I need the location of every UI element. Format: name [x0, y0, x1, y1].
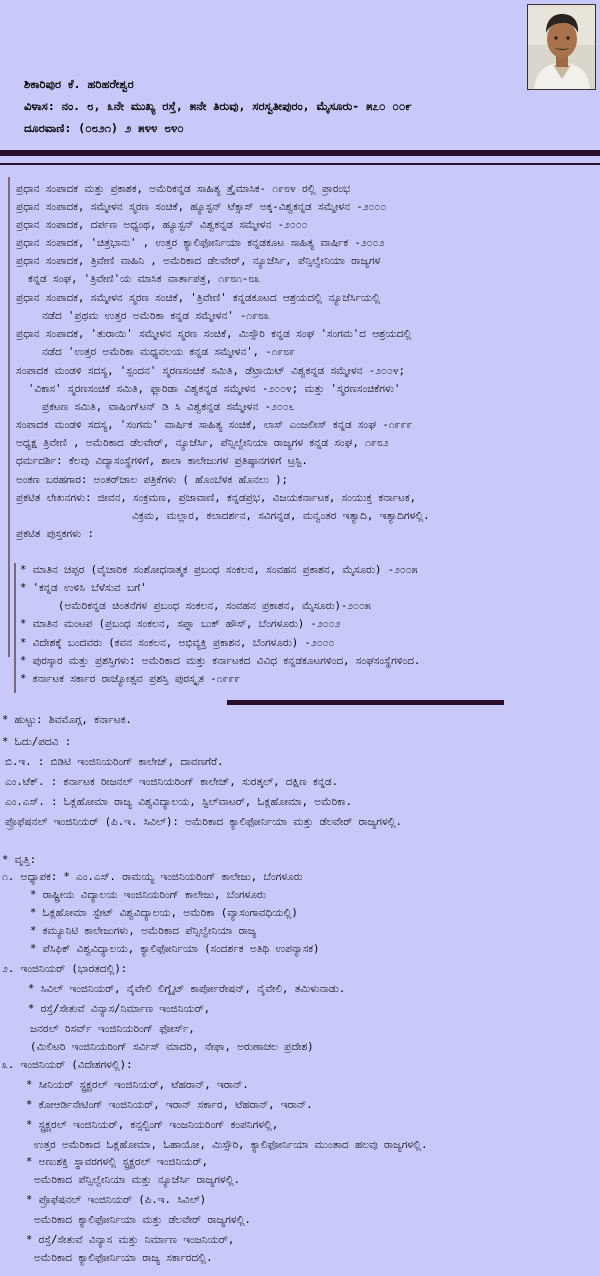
books-section: [14, 563, 594, 693]
author-phone: ದೂರವಾಣಿ: (೦೮೨೧) ೨ ೫೪೪ ೮೪೦: [24, 121, 184, 135]
editorial-line: ಪ್ರಧಾನ ಸಂಪಾದಕ, 'ತುರಾಯಿ' ಸಮ್ಮೇಳನ ಸ್ಮರಣ ಸಂಚಿಕೆ, ಮಿಸ್ಸೌರಿ ಕನ್ನಡ ಸಂಘ 'ಸಂಗಮ'ದ ಆಶ್ರಯದಲ್ಲಿ: [16, 328, 412, 340]
profile-line: * ಓಕ್ಲಹೋಮಾ ಸ್ಟೇಟ್ ವಿಶ್ವವಿದ್ಯಾಲಯ, ಅಮೆರಿಕಾ (ವ್ಯಾಸಂಗಾವಧಿಯಲ್ಲಿ): [30, 907, 298, 919]
profile-line: ಎಂ.ಎಸ್. : ಓಕ್ಲಹೋಮಾ ರಾಜ್ಯ ವಿಶ್ವವಿದ್ಯಾಲಯ, ಸ್ಟಿಲ್‌ವಾಟರ್, ಓಕ್ಲಹೋಮಾ, ಅಮೆರಿಕಾ.: [5, 796, 352, 808]
editorial-line: ಪ್ರಕಟಣ ಸಮಿತಿ, ವಾಷಿಂಗ್‌ಟನ್ ಡಿ ಸಿ ವಿಶ್ವಕನ್ನಡ ಸಮ್ಮೇಳನ -೨೦೦೬: [42, 401, 295, 413]
editorial-line: ನಡೆದ 'ಪ್ರಥಮ ಉತ್ತರ ಅಮೆರಿಕಾ ಕನ್ನಡ ಸಮ್ಮೇಳನ' -೧೯೮೩: [42, 310, 270, 322]
book-item: * ಮಾತಿನ ಮಂಟಪ (ಪ್ರಬಂಧ ಸಂಕಲನ, ಸಪ್ನಾ ಬುಕ್ ಹೌಸ್, ಬೆಂಗಳೂರು) -೨೦೦೨: [20, 618, 341, 630]
profile-line: ೨. ಇಂಜಿನಿಯರ್ (ಭಾರತದಲ್ಲಿ):: [2, 963, 128, 975]
profile-line: ಎಂ.ಟೆಕ್. : ಕರ್ನಾಟಕ ರೀಜನಲ್ ಇಂಜಿನಿಯರಿಂಗ್ ಕಾಲೇಜ್, ಸುರತ್ಕಲ್, ದಕ್ಷಿಣ ಕನ್ನಡ.: [5, 776, 338, 788]
editorial-line: ಅಂಕಣ ಬರಹಗಾರ: ಅಂತರ್‌ಜಾಲ ಪತ್ರಿಕೆಗಳು ( ಹೊಂಬೆಳಕ ಹೊನಲು );: [16, 474, 288, 486]
profile-line: * ಓದು/ಪದವಿ :: [2, 736, 72, 748]
profile-line: ೩. ಇಂಜಿನಿಯರ್ (ವಿದೇಶಗಳಲ್ಲಿ):: [2, 1059, 133, 1071]
editorial-line: 'ವಿಕಾಸ' ಸ್ಮರಣಸಂಚಿಕೆ ಸಮಿತಿ, ಫ್ಲಾರಿಡಾ ವಿಶ್ವಕನ್ನಡ ಸಮ್ಮೇಳನ -೨೦೦೪; ಮತ್ತು 'ಸ್ಮರಣಸಂಚಿಕೆಗಳು': [28, 383, 401, 395]
editorial-line: ಪ್ರಕಟಿತ ಲೇಖನಗಳು: ಜೀವನ, ಸಂಕ್ರಮಣ, ಪ್ರಜಾವಾಣಿ, ಕನ್ನಡಪ್ರಭ, ವಿಜಯಕರ್ನಾಟಕ, ಸಂಯುಕ್ತ ಕರ್ನಾಟಕ,: [16, 492, 417, 504]
profile-line: * ಹುಟ್ಟು: ಶಿವಮೊಗ್ಗ, ಕರ್ನಾಟಕ.: [2, 714, 132, 726]
divider-short: [227, 700, 504, 705]
editorial-line: ಪ್ರಧಾನ ಸಂಪಾದಕ, 'ಚಿತ್ರಭಾನು' , ಉತ್ತರ ಕ್ಯಾಲಿಫೋರ್ನಿಯಾ ಕನ್ನಡಕೂಟ ಸಾಹಿತ್ಯ ವಾರ್ಷಿಕ -೨೦೦೨: [16, 237, 385, 249]
profile-line: (ಮಿಲಿಟರಿ ಇಂಜಿನಿಯರಿಂಗ್ ಸರ್ವಿಸ್ ಮಾದರಿ, ನೇಫಾ, ಅರುಣಾಚಲ ಪ್ರದೇಶ): [30, 1041, 314, 1053]
editorial-line: ಪ್ರಧಾನ ಸಂಪಾದಕ, ದರ್ಪಣ ಅಧ್ಯಂಥ, ಹ್ಯೂಸ್ಟನ್ ವಿಶ್ವಕನ್ನಡ ಸಮ್ಮೇಳನ -೨೦೦೦: [16, 219, 308, 231]
editorial-line: ಅಧ್ಯಕ್ಷ ತ್ರಿವೇಣಿ , ಅಮೆರಿಕಾದ ಡೆಲವೇರ್, ನ್ಯೂಜೆರ್ಸಿ, ಪೆನ್ಸಿಲ್ವೇನಿಯಾ ರಾಜ್ಯಗಳ ಕನ್ನಡ ಸಂಘ, ೧೯೮೨: [16, 437, 389, 449]
profile-line: ಅಮೆರಿಕಾದ ಪೆನ್ಸಿಲ್ವೇನಿಯಾ ಮತ್ತು ನ್ಯೂಜೆರ್ಸಿ ರಾಜ್ಯಗಳಲ್ಲಿ.: [34, 1174, 240, 1186]
editorial-line: ಧರ್ಮದರ್ಶಿ: ಕೆಲವು ವಿದ್ಯಾಸಂಸ್ಥೆಗಳಿಗೆ, ಶಾಲಾ ಕಾಲೇಜುಗಳ ಪ್ರತಿಷ್ಠಾನಗಳಿಗೆ ಟ್ರಸ್ಟಿ.: [16, 455, 308, 467]
profile-line: ಅಮೆರಿಕಾದ ಕ್ಯಾಲಿಫೋರ್ನಿಯಾ ಮತ್ತು ಡೆಲವೇರ್ ರಾಜ್ಯಗಳಲ್ಲಿ.: [34, 1214, 251, 1226]
editorial-line: ವಿಕ್ರಮ, ಮಲ್ಲಾರ, ಕಲಾದರ್ಶನ, ಸವಿಗನ್ನಡ, ಮನ್ವಂತರ ಇತ್ಯಾದಿ, ಇತ್ಯಾದಿಗಳಲ್ಲಿ.: [132, 510, 430, 522]
profile-line: * ಪೆಸಿಫಿಕ್ ವಿಶ್ವವಿದ್ಯಾಲಯ, ಕ್ಯಾಲಿಫೋರ್ನಿಯಾ (ಸಂದರ್ಶಕ ಅತಿಥಿ ಉಪನ್ಯಾಸಕ): [30, 943, 320, 955]
book-item-detail: (ಅಮೆರಿಕನ್ನಡ ಚಿಂತನೆಗಳ ಪ್ರಬಂಧ ಸಂಕಲನ, ಸಂವಹನ ಪ್ರಕಾಶನ, ಮೈಸೂರು)-೨೦೦೫: [58, 600, 371, 612]
profile-line: ೧. ಅಧ್ಯಾಪಕ: * ಎಂ.ಎಸ್. ರಾಮಯ್ಯ ಇಂಜಿನಿಯರಿಂಗ್ ಕಾಲೇಜು, ಬೆಂಗಳೂರು: [2, 871, 303, 883]
profile-line: * ಕೋಆರ್ಡಿನೇಟಿಂಗ್ ಇಂಜಿನಿಯರ್, ಇರಾನ್ ಸರ್ಕಾರ, ಟೆಹರಾನ್, ಇರಾನ್.: [26, 1099, 313, 1111]
editorial-line: ಪ್ರಧಾನ ಸಂಪಾದಕ, ಸಮ್ಮೇಳನ ಸ್ಮರಣ ಸಂಚಿಕೆ, ಹ್ಯೂಸ್ಟನ್ ಟೆಕ್ಸಾಸ್ ಅಕ್ಕ-ವಿಶ್ವಕನ್ನಡ ಸಮ್ಮೇಳನ -೨೦೦೦: [16, 201, 387, 213]
divider-thick: [0, 150, 600, 156]
profile-line: * ಅಣುಶಕ್ತಿ ಸ್ಥಾವರಗಳಲ್ಲಿ ಸ್ಟ್ರಕ್ಚರಲ್ ಇಂಜಿನಿಯರ್,: [26, 1156, 208, 1168]
editorial-line: ಪ್ರಧಾನ ಸಂಪಾದಕ, ಸಮ್ಮೇಳನ ಸ್ಮರಣ ಸಂಚಿಕೆ, 'ತ್ರಿವೇಣಿ' ಕನ್ನಡಕೂಟದ ಆಶ್ರಯದಲ್ಲಿ ನ್ಯೂಜೆರ್ಸಿಯಲ್ಲಿ: [16, 292, 381, 304]
editorial-line: ಸಂಪಾದಕ ಮಂಡಳಿ ಸದಸ್ಯ, 'ಸಂಗಮ' ವಾರ್ಷಿಕ ಸಾಹಿತ್ಯ ಸಂಚಿಕೆ, ಲಾಸ್ ಎಂಜಲೀಸ್ ಕನ್ನಡ ಸಂಘ -೧೯೯೯: [16, 419, 413, 431]
editorial-line: ಸಂಪಾದಕ ಮಂಡಳಿ ಸದಸ್ಯ, 'ಸ್ಪಂದನ' ಸ್ಮರಣಸಂಚಿಕೆ ಸಮಿತಿ, ಡೆಟ್ರಾಯಿಟ್ ವಿಶ್ವಕನ್ನಡ ಸಮ್ಮೇಳನ -೨೦೦೪;: [16, 365, 405, 377]
profile-line: ಬಿ.ಇ. : ಬಿಡಿಟಿ ಇಂಜಿನಿಯರಿಂಗ್ ಕಾಲೇಜ್, ದಾವಣಗೆರೆ.: [5, 756, 224, 768]
profile-line: * ಪ್ರೊಫೆಷನಲ್ ಇಂಜಿನಿಯರ್ (ಪಿ.ಇ. ಸಿವಿಲ್): [26, 1194, 207, 1206]
editorial-line: ಪ್ರಧಾನ ಸಂಪಾದಕ ಮತ್ತು ಪ್ರಕಾಶಕ, ಅಮೆರಿಕನ್ನಡ ಸಾಹಿತ್ಯ ತ್ರೈಮಾಸಿಕ- ೧೯೮೪ ರಲ್ಲಿ ಪ್ರಾರಂಭ: [16, 183, 351, 195]
profile-line: * ಸ್ಟ್ರಕ್ಚರಲ್ ಇಂಜಿನಿಯರ್, ಕನ್ಸಲ್ಟಿಂಗ್ ಇಂಜನಿಯರಿಂಗ್ ಕಂಪನಿಗಳಲ್ಲಿ,: [26, 1119, 279, 1131]
books-title: ಪ್ರಕಟಿತ ಪುಸ್ತಕಗಳು :: [16, 528, 94, 540]
book-item: * ಮಾತಿನ ಚಪ್ಪರ (ವೈಚಾರಿಕ ಸಂಶೋಧನಾತ್ಮಕ ಪ್ರಬಂಧ ಸಂಕಲನ, ಸಂವಹನ ಪ್ರಕಾಶನ, ಮೈಸೂರು) -೨೦೦೫: [20, 564, 418, 576]
editorial-line: ಪ್ರಧಾನ ಸಂಪಾದಕ, ತ್ರಿವೇಣಿ ವಾಹಿನಿ , ಅಮೆರಿಕಾದ ಡೆಲವೇರ್, ನ್ಯೂಜೆರ್ಸಿ, ಪೆನ್ಸಿಲ್ವೇನಿಯಾ ರಾಜ್ಯಗಳ: [16, 255, 381, 267]
profile-line: ಪ್ರೊಫೆಷನಲ್ ಇಂಜಿನಿಯರ್ (ಪಿ.ಇ. ಸಿವಿಲ್): ಅಮೆರಿಕಾದ ಕ್ಯಾಲಿಫೋರ್ನಿಯಾ ಮತ್ತು ಡೆಲವೇರ್ ರಾಜ್ಯಗಳಲ್ಲಿ.: [5, 816, 402, 828]
profile-line: * ವೃತ್ತಿ:: [2, 854, 37, 866]
profile-line: ಜನರಲ್ ರಿಸರ್ವ್ ಇಂಜಿನಿಯರಿಂಗ್ ಫೋರ್ಸ್,: [30, 1023, 195, 1035]
editorial-line: ಕನ್ನಡ ಸಂಘ, 'ತ್ರಿವೇಣಿ'ಯ ಮಾಸಿಕ ವಾರ್ತಾಪತ್ರ, ೧೯೮೧-೮೩: [28, 273, 261, 285]
profile-line: * ರಸ್ತೆ/ಸೇತುವೆ ವಿನ್ಯಾಸ/ನಿರ್ಮಾಣ ಇಂಜಿನಿಯರ್,: [28, 1003, 211, 1015]
profile-line: * ಸೀನಿಯರ್ ಸ್ಟ್ರಕ್ಚರಲ್ ಇಂಜಿನಿಯರ್, ಟೆಹರಾನ್, ಇರಾನ್.: [26, 1079, 249, 1091]
award-item: * ಕರ್ನಾಟಕ ಸರ್ಕಾರ ರಾಜ್ಯೋತ್ಸವ ಪ್ರಶಸ್ತಿ ಪುರಸ್ಕೃತ -೧೯೯೯: [20, 673, 241, 685]
profile-line: * ರಸ್ತೆ/ಸೇತುವೆ ವಿನ್ಯಾಸ ಮತ್ತು ನಿರ್ಮಾಣ ಇಂಜನಿಯರ್,: [26, 1234, 235, 1246]
profile-line: * ಸಿವಿಲ್ ಇಂಜಿನಿಯರ್, ನೈವೇಲಿ ಲಿಗ್ನೈಟ್ ಕಾರ್ಪೋರೇಷನ್, ನೈವೇಲಿ, ತಮಿಳುನಾಡು.: [28, 983, 346, 995]
editorial-line: ನಡೆದ 'ಉತ್ತರ ಅಮೆರಿಕಾ ಮಧ್ಯವಲಯ ಕನ್ನಡ ಸಮ್ಮೇಳನ', -೧೯೮೯: [42, 346, 296, 358]
author-address: ವಿಳಾಸ: ನಂ. ೮, ೩ನೇ ಮುಖ್ಯ ರಸ್ತೆ, ೫ನೇ ತಿರುವು, ಸರಸ್ವತೀಪುರಂ, ಮೈಸೂರು- ೫೭೦ ೦೦೯: [24, 99, 412, 113]
author-name: ಶಿಕಾರಿಪುರ ಕೆ. ಹರಿಹರೇಶ್ವರ: [24, 77, 134, 91]
profile-line: * ರಾಷ್ಟ್ರೀಯ ವಿದ್ಯಾಲಯ ಇಂಜಿನಿಯರಿಂಗ್ ಕಾಲೇಜು, ಬೆಂಗಳೂರು: [30, 889, 266, 901]
book-item: * 'ಕನ್ನಡ ಉಳಿಸಿ ಬೆಳೆಸುವ ಬಗೆ': [20, 582, 147, 594]
book-item: * ವಿದೇಶಕ್ಕೆ ಬಂದವರು (ಕವನ ಸಂಕಲನ, ಅಭಿವ್ಯಕ್ತಿ ಪ್ರಕಾಶನ, ಬೆಂಗಳೂರು) -೨೦೦೦: [20, 637, 335, 649]
profile-line: ಉತ್ತರ ಅಮೆರಿಕಾದ ಓಕ್ಲಹೋಮಾ, ಓಹಾಯೋ, ಮಿಸ್ಸೌರಿ, ಕ್ಯಾಲಿಫೋರ್ನಿಯಾ ಮುಂತಾದ ಹಲವು ರಾಜ್ಯಗಳಲ್ಲಿ.: [34, 1139, 428, 1151]
header: [24, 73, 584, 139]
award-item: * ಪುರಸ್ಕಾರ ಮತ್ತು ಪ್ರಶಸ್ತಿಗಳು: ಅಮೆರಿಕಾದ ಮತ್ತು ಕರ್ನಾಟಕದ ವಿವಿಧ ಕನ್ನಡಕೂಟಗಳಿಂದ, ಸಂಘಸಂಸ್ಥೆಗಳಿಂದ.: [20, 655, 421, 667]
divider-thin: [0, 163, 600, 165]
profile-line: * ಕಮ್ಯೂನಿಟಿ ಕಾಲೇಜುಗಳು, ಅಮೆರಿಕಾದ ಪೆನ್ಸಿಲ್ವೇನಿಯಾ ರಾಜ್ಯ: [30, 925, 257, 937]
profile-line: ಅಮೆರಿಕಾದ ಕ್ಯಾಲಿಫೋರ್ನಿಯಾ ರಾಜ್ಯ ಸರ್ಕಾರದಲ್ಲಿ.: [34, 1252, 213, 1264]
